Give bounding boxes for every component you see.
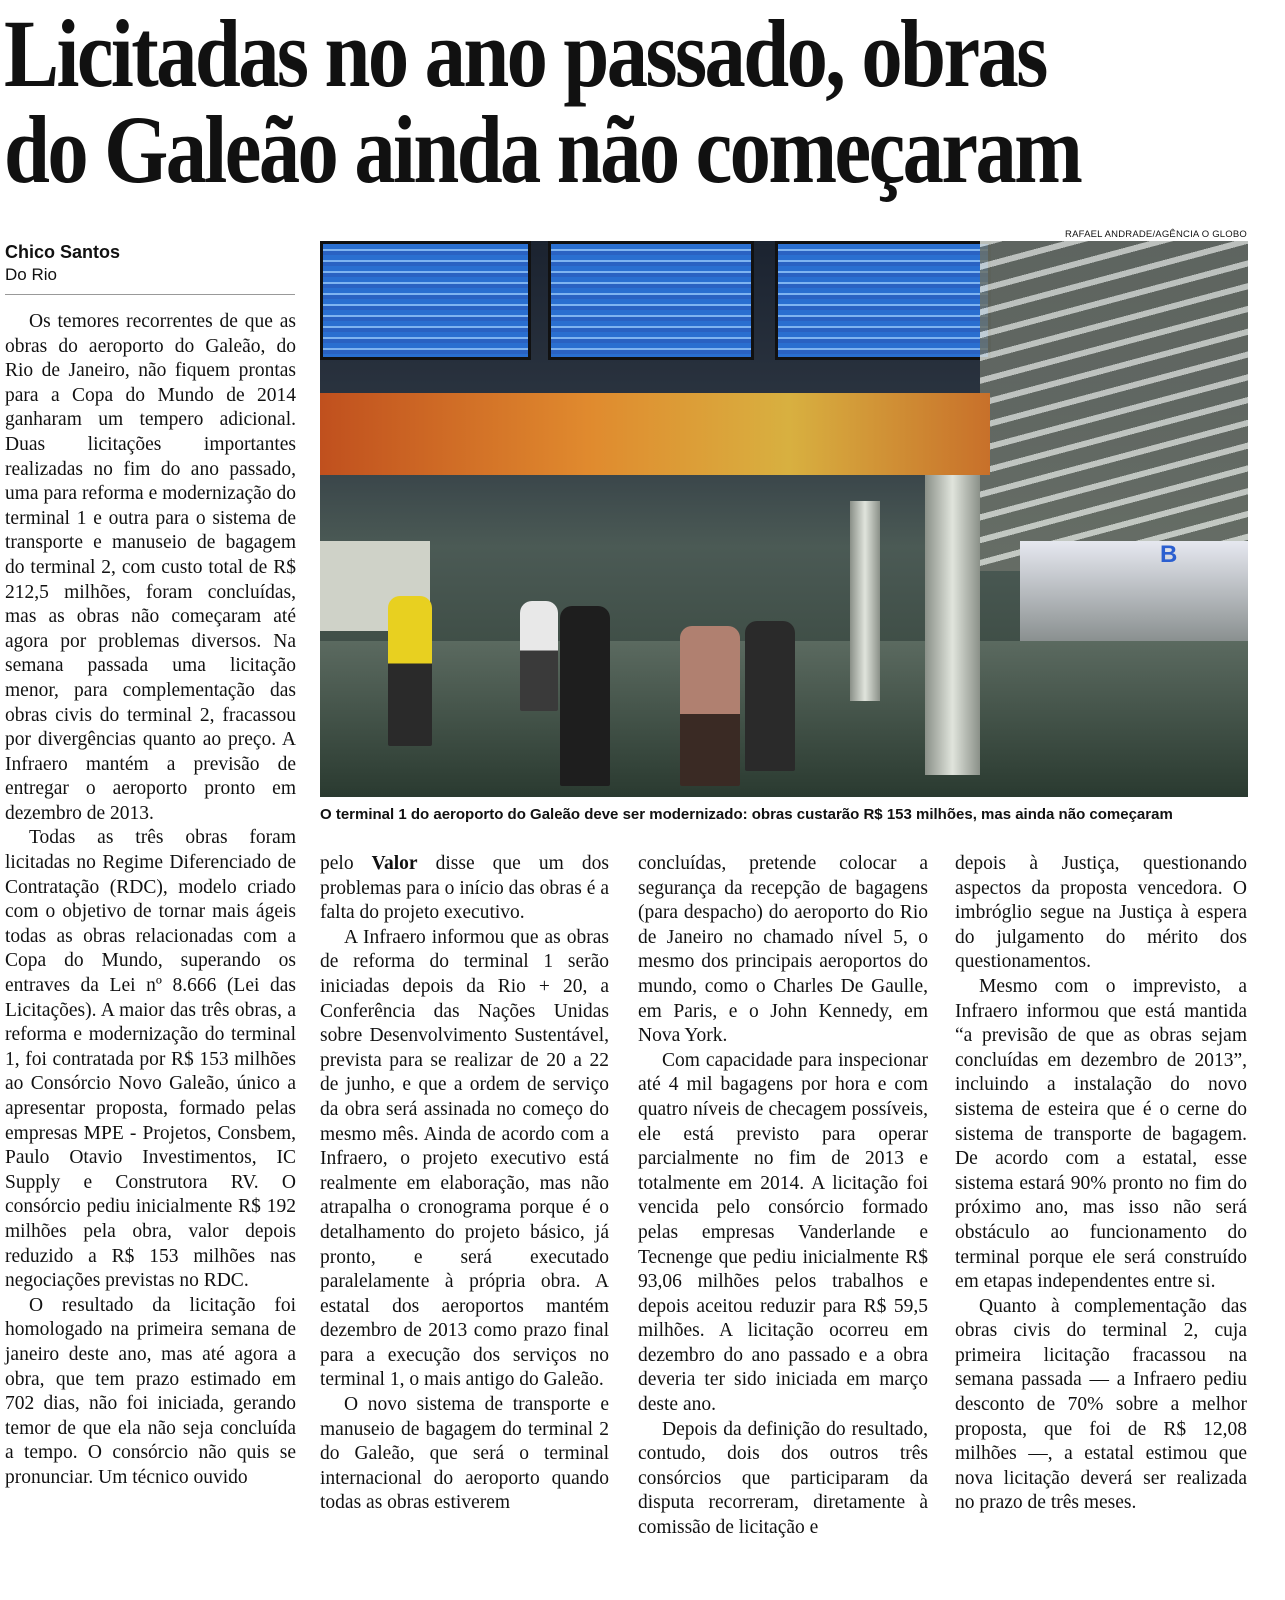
article-photo bbox=[320, 241, 1248, 797]
paragraph: O novo sistema de transporte e manuseio de bagagem do terminal 2 do Galeão, que será o terminal internacional do aeroporto quando todas as obras estiverem bbox=[320, 1394, 609, 1514]
paragraph: O resultado da licitação foi homologado na primeira semana de janeiro deste ano, mas até agora a obra, que tem prazo estimado em 702 dias, não foi iniciada, gerando temor de que ela não seja concluída a tempo. O consórcio não quis se pronunciar. Um técnico ouvido bbox=[5, 1294, 296, 1488]
headline bbox=[4, 0, 1264, 203]
paragraph: A Infraero informou que as obras de reforma do terminal 1 serão iniciadas depois da Rio + 20, a Conferência das Nações Unidas sobre Desenvolvimento Sustentável, prevista para se realizar de 20 a 22 de junho, e que a ordem de serviço da obra será assinada no começo do mesmo mês. Ainda de acordo com a Infraero, o projeto executivo está realmente em elaboração, mas não atrapalha o cronograma porque é o detalhamento do projeto básico, já pronto, e será executado paralelamente à própria obra. A estatal dos aeroportos mantém dezembro de 2013 como prazo final para a execução dos serviços no terminal 1, o mais antigo do Galeão. bbox=[320, 926, 609, 1391]
text: disse que um dos problemas para o início das obras é a falta do projeto executivo. bbox=[320, 853, 609, 924]
checkin-area bbox=[1020, 541, 1248, 641]
paragraph: Quanto à complementação das obras civis do terminal 2, cuja primeira licitação fracassou na semana passada — a Infraero pediu desconto de 70% sobre a melhor proposta, que foi de R$ 12,08 milhões —, a estatal estimou que nova licitação deverá ser realizada no prazo de três meses. bbox=[955, 1295, 1247, 1514]
flight-board-3 bbox=[775, 241, 991, 360]
paragraph bbox=[320, 852, 609, 926]
article-column-4 bbox=[955, 852, 1247, 1516]
byline bbox=[5, 240, 295, 295]
newspaper-name: Valor bbox=[371, 853, 418, 874]
photo-caption: O terminal 1 do aeroporto do Galeão deve ser modernizado: obras custarão R$ 153 milhões, mas ainda não começaram bbox=[320, 806, 1173, 823]
flight-board-1 bbox=[320, 241, 531, 360]
paragraph: Mesmo com o imprevisto, a Infraero informou que está mantida “a previsão de que as obras sejam concluídas em dezembro de 2013”, incluindo a instalação do novo sistema de esteira que é o cerne do sistema de transporte de bagagem. De acordo com a estatal, esse sistema estará 90% pronto no fim do próximo ano, mas isso não será obstáculo ao funcionamento do terminal porque ele será construído em etapas independentes entre si. bbox=[955, 975, 1247, 1293]
person bbox=[388, 596, 432, 746]
person bbox=[680, 626, 740, 786]
banner bbox=[320, 393, 990, 475]
sign-b-icon: B bbox=[1160, 541, 1178, 568]
pillar bbox=[850, 501, 880, 701]
article-column-3 bbox=[638, 852, 928, 1541]
author-name: Chico Santos bbox=[5, 242, 121, 262]
paragraph: Com capacidade para inspecionar até 4 mil bagagens por hora e com quatro níveis de checagem possíveis, ele está previsto para operar parcialmente no fim de 2013 e totalmente em 2014. A licitação foi vencida pelo consórcio formado pelas empresas Vanderlande e Tecnenge que pediu inicialmente R$ 93,06 milhões pelos trabalhos e depois aceitou reduzir para R$ 59,5 milhões. A licitação ocorreu em dezembro do ano passado e a obra deveria ter sido iniciada em março deste ano. bbox=[638, 1049, 928, 1416]
byline-divider bbox=[5, 294, 295, 295]
article-column-1 bbox=[5, 310, 296, 1491]
paragraph: Todas as três obras foram licitadas no Regime Diferenciado de Contratação (RDC), modelo criado com o objetivo de tornar mais ágeis todas as obras relacionadas com a Copa do Mundo, superando os entraves da Lei nº 8.666 (Lei das Licitações). A maior das três obras, a reforma e modernização do terminal 1, foi contratada por R$ 153 milhões ao Consórcio Novo Galeão, único a apresentar proposta, formado pelas empresas MPE - Projetos, Consbem, Paulo Otavio Investimentos, IC Supply e Construtora RV. O consórcio pediu inicialmente R$ 192 milhões pela obra, valor depois reduzido a R$ 153 milhões nas negociações previstas no RDC. bbox=[5, 827, 296, 1292]
paragraph: concluídas, pretende colocar a segurança da recepção de bagagens (para despacho) do aeroporto do Rio de Janeiro no chamado nível 5, o mesmo dos principais aeroportos do mundo, como o Charles De Gaulle, em Paris, e o John Kennedy, em Nova York. bbox=[638, 853, 928, 1047]
dateline-location: Do Rio bbox=[5, 265, 57, 284]
photo-credit: RAFAEL ANDRADE/AGÊNCIA O GLOBO bbox=[1065, 229, 1247, 240]
person bbox=[520, 601, 558, 711]
article-column-2 bbox=[320, 852, 609, 1516]
text: pelo bbox=[320, 853, 354, 874]
flight-board-2 bbox=[548, 241, 754, 360]
paragraph: depois à Justiça, questionando aspectos da proposta vencedora. O imbróglio segue na Justiça à espera do julgamento do mérito dos questionamentos. bbox=[955, 853, 1247, 973]
person bbox=[560, 606, 610, 786]
ceiling-lights bbox=[980, 241, 1248, 571]
person bbox=[745, 621, 795, 771]
paragraph: Depois da definição do resultado, contudo, dois dos outros três consórcios que participaram da disputa recorreram, diretamente à comissão de licitação e bbox=[638, 1418, 928, 1539]
headline-line-1: Licitadas no ano passado, obras bbox=[4, 0, 1046, 107]
headline-line-2: do Galeão ainda não começaram bbox=[4, 96, 1081, 203]
paragraph: Os temores recorrentes de que as obras do aeroporto do Galeão, do Rio de Janeiro, não fiquem prontas para a Copa do Mundo de 2014 ganharam um tempero adicional. Duas licitações importantes realizadas no fim do ano passado, uma para reforma e modernização do terminal 1 e outra para o sistema de transporte e manuseio de bagagem do terminal 2, com custo total de R$ 212,5 milhões, foram concluídas, mas as obras não começaram até agora por problemas diversos. Na semana passada uma licitação menor, para complementação das obras civis do terminal 2, fracassou por divergências quanto ao preço. A Infraero mantém a previsão de entregar o aeroporto pronto em dezembro de 2013. bbox=[5, 311, 296, 824]
pillar bbox=[925, 475, 980, 775]
